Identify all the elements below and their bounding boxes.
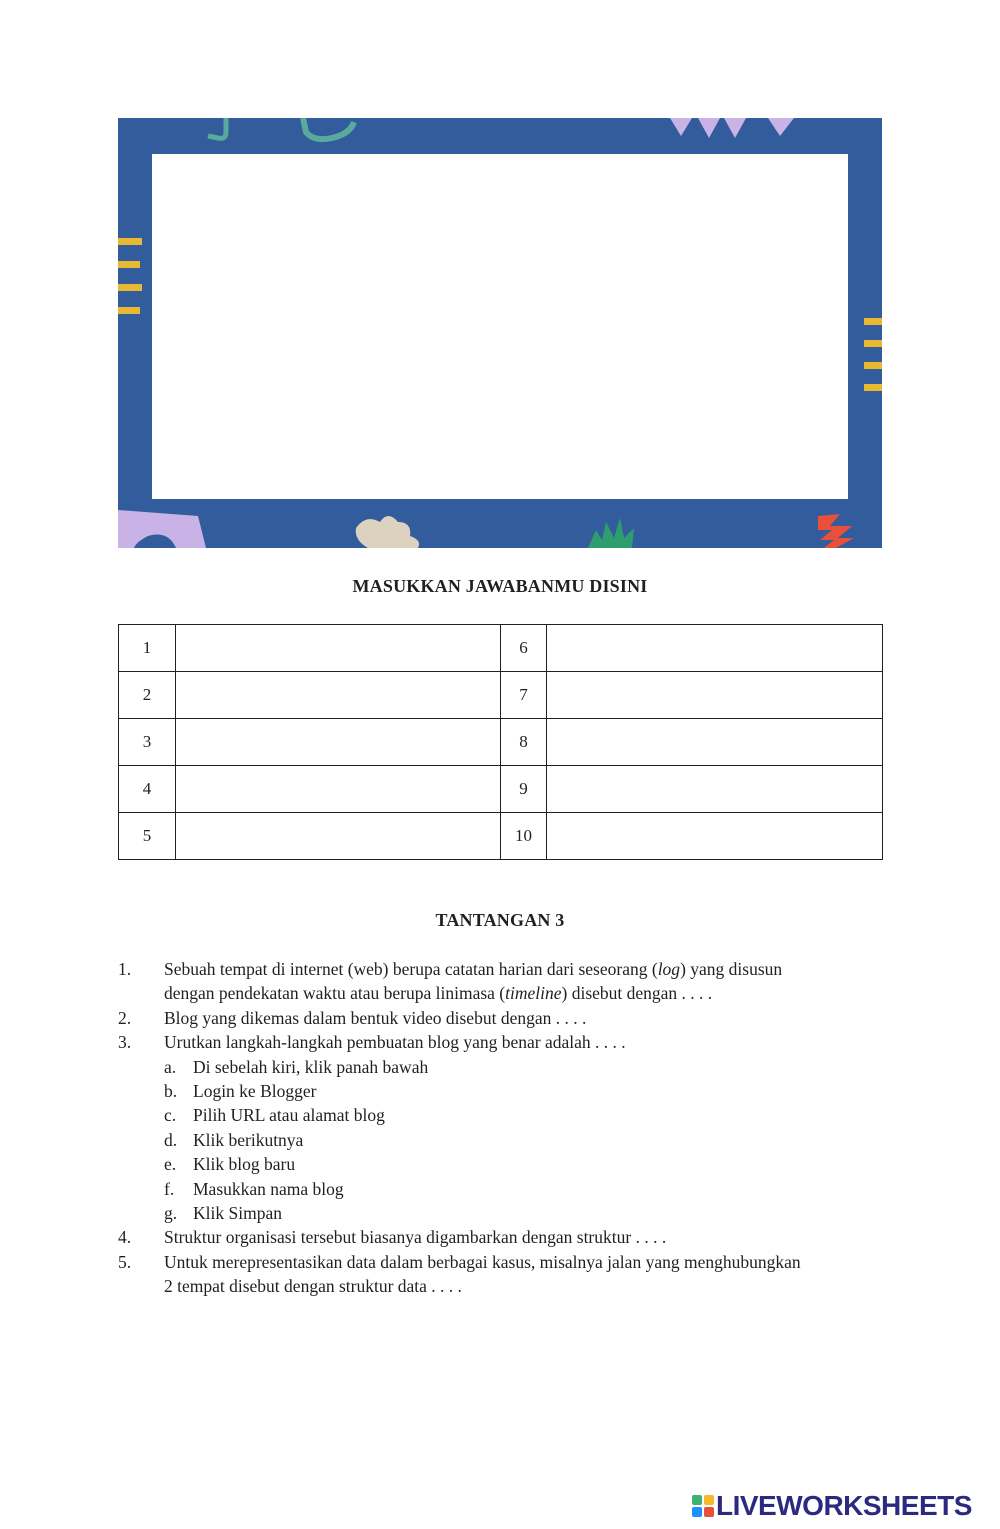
answer-number: 5 — [119, 813, 176, 860]
answer-number: 8 — [501, 719, 547, 766]
answer-number: 2 — [119, 672, 176, 719]
answer-input-5[interactable] — [176, 813, 501, 860]
answer-input-1[interactable] — [176, 625, 501, 672]
option-letter: g. — [164, 1203, 178, 1224]
option-letter: e. — [164, 1154, 177, 1175]
lilac-triangle-shape — [698, 118, 720, 138]
yellow-dash-shape — [118, 307, 140, 314]
option-item — [118, 1177, 898, 1201]
question-number: 3. — [118, 1032, 132, 1053]
question-item — [118, 1250, 898, 1299]
teal-squiggle-shape — [208, 118, 226, 138]
answer-number: 9 — [501, 766, 547, 813]
option-text: Pilih URL atau alamat blog — [193, 1105, 385, 1126]
question-item — [118, 1030, 898, 1054]
question-number: 1. — [118, 959, 132, 979]
question-text: Sebuah tempat di internet (web) berupa catatan harian dari seseorang ( — [164, 959, 658, 979]
lilac-triangle-shape — [768, 118, 794, 136]
question-item — [118, 957, 898, 1006]
question-emphasis: log — [657, 959, 681, 979]
option-item — [118, 1152, 898, 1176]
option-text: Klik berikutnya — [193, 1129, 304, 1150]
yellow-dash-shape — [118, 284, 142, 291]
table-row — [119, 719, 883, 766]
frame-decorations — [118, 118, 882, 548]
lilac-blob-shape — [118, 510, 206, 548]
lilac-triangle-shape — [670, 118, 692, 136]
option-letter: c. — [164, 1105, 177, 1126]
table-row — [119, 625, 883, 672]
answer-input-8[interactable] — [547, 719, 883, 766]
option-text: Di sebelah kiri, klik panah bawah — [193, 1056, 429, 1077]
question-text: dengan pendekatan waktu atau berupa linimasa ( — [164, 983, 506, 1004]
question-number: 4. — [118, 1227, 132, 1248]
question-text: Struktur organisasi tersebut biasanya digambarkan dengan struktur . . . . — [164, 1227, 667, 1248]
answer-input-4[interactable] — [176, 766, 501, 813]
question-text: Blog yang dikemas dalam bentuk video disebut dengan . . . . — [164, 1007, 587, 1028]
answer-number: 4 — [119, 766, 176, 813]
option-item — [118, 1128, 898, 1152]
question-text: ) disebut dengan . . . . — [561, 983, 713, 1004]
answer-input-3[interactable] — [176, 719, 501, 766]
question-text: Urutkan langkah-langkah pembuatan blog yang benar adalah . . . . — [164, 1032, 626, 1053]
question-text: Untuk merepresentasikan data dalam berbagai kasus, misalnya jalan yang menghubungkan — [164, 1251, 801, 1272]
answer-input-9[interactable] — [547, 766, 883, 813]
answer-section-title: MASUKKAN JAWABANMU DISINI — [352, 576, 648, 596]
table-row — [119, 813, 883, 860]
answer-table — [118, 624, 883, 860]
liveworksheets-logo[interactable] — [692, 1490, 972, 1522]
green-burst-shape — [588, 518, 634, 548]
teal-cup-shape — [303, 118, 354, 139]
option-item — [118, 1055, 898, 1079]
question-item — [118, 1006, 898, 1030]
question-item — [118, 1225, 898, 1249]
challenge-title: TANTANGAN 3 — [435, 910, 565, 930]
option-item — [118, 1103, 898, 1127]
red-zigzag-shape — [818, 514, 854, 548]
lilac-triangle-shape — [724, 118, 746, 138]
option-text: Login ke Blogger — [193, 1081, 317, 1102]
answer-number: 7 — [501, 672, 547, 719]
option-text: Klik blog baru — [193, 1154, 296, 1175]
question-text: 2 tempat disebut dengan struktur data . . . . — [164, 1276, 462, 1297]
option-text: Klik Simpan — [193, 1203, 282, 1224]
beige-leaf-shape — [356, 516, 419, 548]
yellow-dash-shape — [864, 340, 882, 347]
question-number: 2. — [118, 1007, 132, 1028]
option-letter: f. — [164, 1178, 175, 1199]
question-number: 5. — [118, 1251, 132, 1272]
question-emphasis: timeline — [505, 983, 562, 1004]
table-row — [119, 766, 883, 813]
yellow-dash-shape — [864, 384, 882, 391]
answer-input-6[interactable] — [547, 625, 883, 672]
brand-name: LIVEWORKSHEETS — [716, 1490, 972, 1521]
answer-input-10[interactable] — [547, 813, 883, 860]
yellow-dash-shape — [118, 261, 140, 268]
yellow-dash-shape — [864, 362, 882, 369]
table-row — [119, 672, 883, 719]
option-item — [118, 1201, 898, 1225]
answer-input-2[interactable] — [176, 672, 501, 719]
answer-number: 3 — [119, 719, 176, 766]
question-list — [118, 957, 898, 1299]
yellow-dash-shape — [864, 318, 882, 325]
option-letter: d. — [164, 1129, 178, 1150]
question-text: ) yang disusun — [680, 959, 783, 979]
decorative-frame — [118, 118, 882, 548]
option-text: Masukkan nama blog — [193, 1178, 344, 1199]
answer-input-7[interactable] — [547, 672, 883, 719]
answer-number: 10 — [501, 813, 547, 860]
option-item — [118, 1079, 898, 1103]
option-letter: a. — [164, 1056, 177, 1077]
yellow-dash-shape — [118, 238, 142, 245]
option-letter: b. — [164, 1081, 178, 1102]
liveworksheets-logo-icon — [692, 1495, 714, 1517]
answer-number: 1 — [119, 625, 176, 672]
answer-number: 6 — [501, 625, 547, 672]
